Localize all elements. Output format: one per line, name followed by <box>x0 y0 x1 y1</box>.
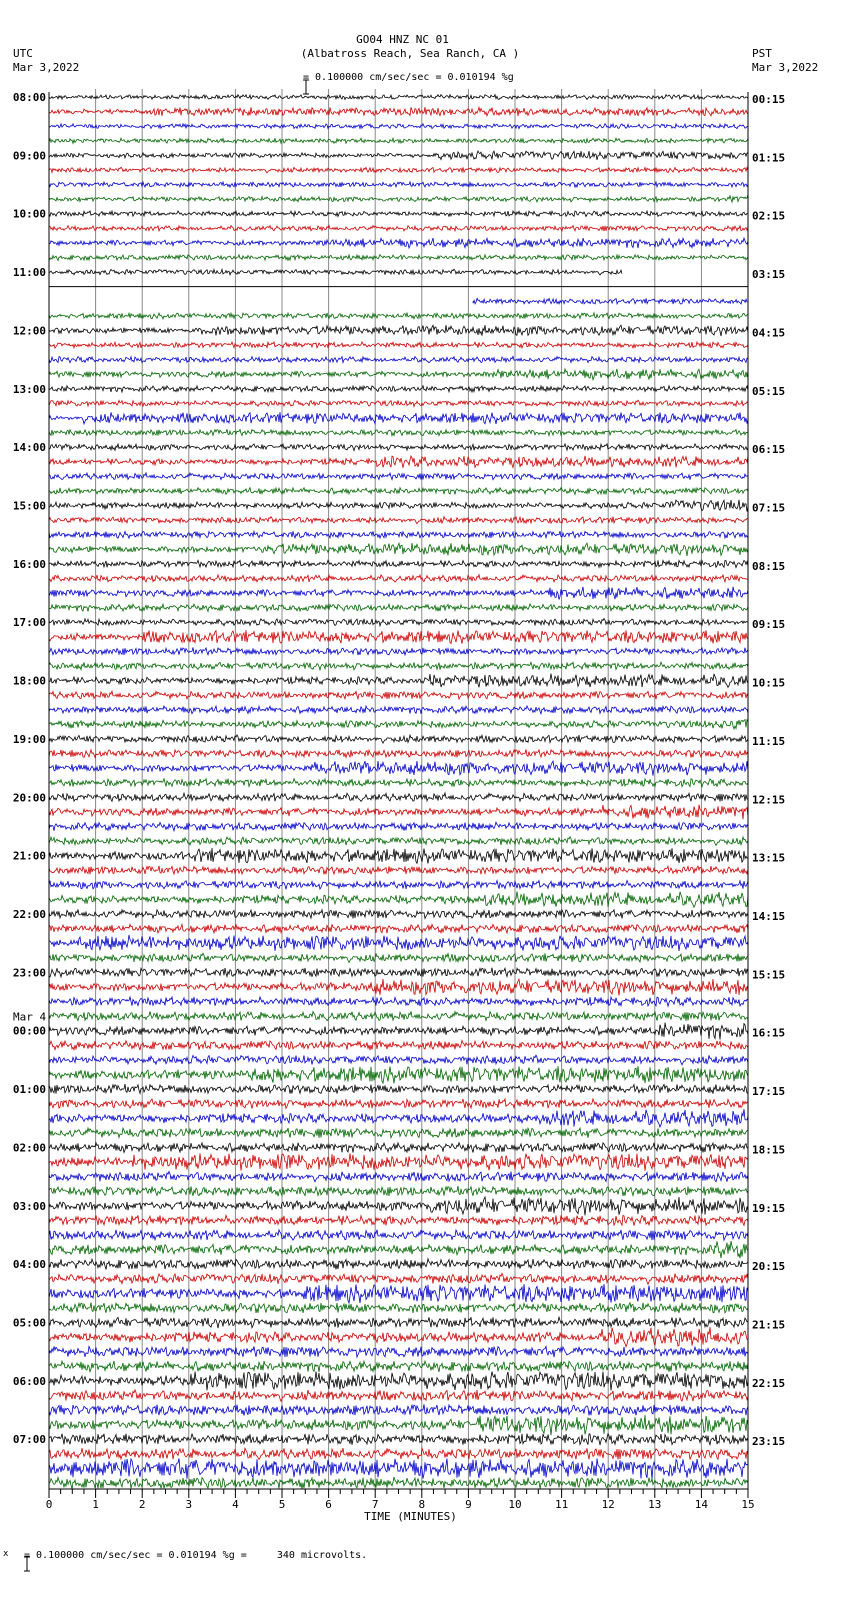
trace-33 <box>49 575 748 582</box>
pst-hour-label: 03:15 <box>752 268 786 282</box>
x-tick-label: 9 <box>465 1498 472 1511</box>
x-axis-label: TIME (MINUTES) <box>364 1510 457 1523</box>
trace-53 <box>49 866 748 875</box>
trace-30 <box>49 531 748 538</box>
trace-89 <box>49 1390 748 1401</box>
pst-hour-label: 13:15 <box>752 851 786 865</box>
x-tick-label: 6 <box>325 1498 332 1511</box>
left-timezone: UTC <box>13 47 33 60</box>
utc-hour-label: 10:00 <box>12 207 46 221</box>
trace-64 <box>49 1023 748 1040</box>
trace-93 <box>49 1448 748 1460</box>
trace-56 <box>49 910 748 919</box>
trace-54 <box>49 881 748 890</box>
utc-hour-label: 00:00 <box>12 1024 46 1038</box>
utc-hour-label: 20:00 <box>12 791 46 805</box>
utc-hour-label: 12:00 <box>12 324 46 338</box>
trace-19 <box>49 369 748 380</box>
pst-hour-label: 14:15 <box>752 910 786 924</box>
trace-36 <box>49 619 748 626</box>
x-tick-label: 14 <box>694 1498 709 1511</box>
trace-6 <box>49 182 748 187</box>
trace-68 <box>49 1084 748 1094</box>
pst-hour-label: 19:15 <box>752 1201 786 1215</box>
trace-91 <box>49 1415 748 1435</box>
trace-38 <box>49 648 748 656</box>
trace-87 <box>49 1361 748 1372</box>
trace-57 <box>49 924 748 933</box>
trace-48 <box>49 793 748 801</box>
utc-hour-label: 18:00 <box>12 674 46 688</box>
pst-hour-label: 09:15 <box>752 618 786 632</box>
trace-12 <box>49 269 622 275</box>
trace-39 <box>49 662 748 670</box>
footer-scale-label: = 0.100000 cm/sec/sec = 0.010194 %g = 340 microvolts. <box>24 1550 368 1561</box>
utc-hour-label: 16:00 <box>12 557 46 571</box>
trace-72 <box>49 1143 748 1153</box>
trace-41 <box>49 691 748 699</box>
trace-78 <box>49 1230 748 1241</box>
trace-35 <box>49 604 748 612</box>
trace-43 <box>49 720 748 729</box>
date-change-label: Mar 4 <box>13 1010 47 1024</box>
x-tick-label: 11 <box>554 1498 569 1511</box>
trace-85 <box>49 1327 748 1347</box>
trace-1 <box>49 107 748 116</box>
x-tick-label: 12 <box>601 1498 615 1511</box>
right-timezone: PST <box>752 47 772 60</box>
trace-42 <box>49 706 748 714</box>
left-date: Mar 3,2022 <box>13 61 80 74</box>
trace-25 <box>49 456 748 468</box>
trace-37 <box>49 630 748 644</box>
pst-hour-label: 16:15 <box>752 1026 786 1040</box>
pst-hour-label: 11:15 <box>752 734 786 748</box>
trace-18 <box>49 356 748 362</box>
trace-50 <box>49 822 748 831</box>
pst-hour-label: 08:15 <box>752 559 786 573</box>
traces <box>49 95 748 1489</box>
utc-hour-label: 19:00 <box>12 732 46 746</box>
pst-hour-label: 01:15 <box>752 151 786 165</box>
right-date: Mar 3,2022 <box>752 61 819 74</box>
trace-20 <box>49 386 748 392</box>
trace-9 <box>49 226 748 232</box>
pst-hour-label: 17:15 <box>752 1085 786 1099</box>
utc-hour-label: 05:00 <box>12 1316 46 1330</box>
pst-hour-label: 12:15 <box>752 793 786 807</box>
trace-58 <box>49 935 748 951</box>
footer-prefix: x <box>3 1549 9 1559</box>
trace-92 <box>49 1434 748 1445</box>
pst-hour-label: 05:15 <box>752 384 786 398</box>
pst-hour-label: 15:15 <box>752 968 786 982</box>
trace-29 <box>49 517 748 524</box>
trace-52 <box>49 848 748 864</box>
x-tick-label: 2 <box>138 1498 146 1511</box>
trace-71 <box>49 1128 748 1138</box>
trace-59 <box>49 953 748 962</box>
trace-21 <box>49 400 748 406</box>
x-tick-label: 0 <box>45 1498 53 1511</box>
trace-31 <box>49 543 748 556</box>
utc-hour-label: 21:00 <box>12 849 46 863</box>
trace-24 <box>49 444 748 451</box>
trace-27 <box>49 488 748 495</box>
footer-scale-bar-icon <box>10 1543 18 1559</box>
pst-hour-label: 07:15 <box>752 501 786 515</box>
trace-69 <box>49 1099 748 1109</box>
trace-80 <box>49 1259 748 1270</box>
trace-51 <box>49 837 748 846</box>
trace-76 <box>49 1197 748 1215</box>
trace-73 <box>49 1153 748 1170</box>
trace-94 <box>49 1458 748 1479</box>
utc-hour-label: 17:00 <box>12 616 46 630</box>
pst-hour-label: 04:15 <box>752 326 786 340</box>
utc-hour-label: 22:00 <box>12 908 46 922</box>
trace-55 <box>49 892 748 908</box>
x-tick-label: 15 <box>741 1498 755 1511</box>
pst-hour-label: 22:15 <box>752 1376 786 1390</box>
utc-hour-label: 03:00 <box>12 1199 46 1213</box>
pst-hour-label: 23:15 <box>752 1435 786 1449</box>
x-tick-label: 7 <box>371 1498 379 1511</box>
trace-63 <box>49 1011 748 1021</box>
utc-hour-label: 08:00 <box>12 91 46 104</box>
utc-hour-label: 06:00 <box>12 1374 46 1388</box>
trace-70 <box>49 1109 748 1127</box>
trace-28 <box>49 500 748 512</box>
trace-7 <box>49 194 748 202</box>
trace-2 <box>49 124 748 129</box>
trace-44 <box>49 735 748 743</box>
trace-83 <box>49 1302 748 1313</box>
x-tick-label: 1 <box>92 1498 99 1511</box>
trace-4 <box>49 151 748 160</box>
trace-14 <box>473 298 747 304</box>
utc-hour-label: 09:00 <box>12 149 46 163</box>
trace-11 <box>49 255 748 261</box>
trace-45 <box>49 749 748 757</box>
trace-26 <box>49 473 748 480</box>
trace-67 <box>49 1066 748 1083</box>
trace-46 <box>49 761 748 776</box>
pst-hour-label: 10:15 <box>752 676 786 690</box>
pst-hour-label: 21:15 <box>752 1318 786 1332</box>
trace-23 <box>49 429 748 436</box>
station-location: (Albatross Reach, Sea Ranch, CA ) <box>300 47 520 60</box>
utc-hour-label: 01:00 <box>12 1083 46 1097</box>
trace-15 <box>49 313 748 319</box>
trace-0 <box>49 95 748 100</box>
trace-22 <box>49 412 748 424</box>
pst-hour-label: 02:15 <box>752 209 786 223</box>
pst-hour-label: 18:15 <box>752 1143 786 1157</box>
scale-label: = 0.100000 cm/sec/sec = 0.010194 %g <box>303 72 514 83</box>
trace-32 <box>49 560 748 567</box>
trace-60 <box>49 968 748 977</box>
utc-hour-label: 04:00 <box>12 1258 46 1272</box>
trace-86 <box>49 1346 748 1357</box>
utc-hour-label: 14:00 <box>12 441 46 455</box>
trace-90 <box>49 1404 748 1415</box>
trace-5 <box>49 167 748 172</box>
x-tick-label: 5 <box>278 1498 286 1511</box>
x-tick-label: 10 <box>508 1498 522 1511</box>
trace-66 <box>49 1055 748 1065</box>
trace-65 <box>49 1041 748 1051</box>
utc-hour-label: 13:00 <box>12 382 46 396</box>
trace-62 <box>49 997 748 1006</box>
trace-16 <box>49 325 748 336</box>
x-tick-label: 8 <box>418 1498 426 1511</box>
station-title: GO04 HNZ NC 01 <box>356 33 449 46</box>
utc-hour-label: 07:00 <box>12 1433 46 1447</box>
trace-17 <box>49 342 748 348</box>
trace-77 <box>49 1215 748 1225</box>
trace-3 <box>49 138 748 143</box>
trace-74 <box>49 1172 748 1182</box>
x-axis <box>46 1489 755 1511</box>
trace-84 <box>49 1317 748 1328</box>
x-tick-label: 3 <box>185 1498 193 1511</box>
pst-hour-label: 20:15 <box>752 1260 786 1274</box>
trace-34 <box>49 587 748 600</box>
trace-79 <box>49 1241 748 1258</box>
trace-61 <box>49 979 748 996</box>
trace-81 <box>49 1273 748 1284</box>
utc-hour-label: 23:00 <box>12 966 46 980</box>
x-tick-label: 4 <box>232 1498 239 1511</box>
trace-8 <box>49 211 748 217</box>
pst-hour-label: 00:15 <box>752 93 786 106</box>
trace-47 <box>49 779 748 787</box>
pst-hour-label: 06:15 <box>752 443 786 457</box>
trace-95 <box>49 1477 748 1489</box>
trace-40 <box>49 674 748 688</box>
trace-88 <box>49 1372 748 1391</box>
utc-hour-label: 11:00 <box>12 266 46 280</box>
utc-hour-label: 02:00 <box>12 1141 46 1155</box>
trace-10 <box>49 238 748 248</box>
trace-82 <box>49 1284 748 1303</box>
utc-hour-label: 15:00 <box>12 499 46 513</box>
x-tick-label: 13 <box>648 1498 662 1511</box>
trace-49 <box>49 805 748 820</box>
trace-75 <box>49 1186 748 1196</box>
